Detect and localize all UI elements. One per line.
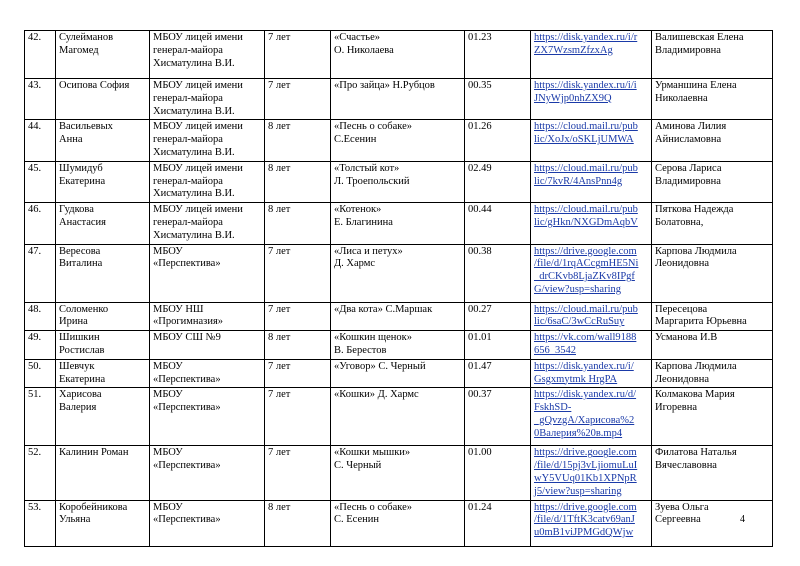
participant-age: 7 лет <box>268 360 291 372</box>
video-link-cell <box>531 302 652 331</box>
participant-name-line: Соломенко <box>59 303 109 315</box>
participant-age: 7 лет <box>268 447 291 459</box>
duration: 00.37 <box>468 389 492 401</box>
participant-name-line: Виталина <box>59 258 103 270</box>
duration: 00.44 <box>468 204 492 216</box>
participant-name-cell <box>56 446 150 500</box>
participant-name-cell <box>56 359 150 388</box>
video-link-line[interactable]: 0Валерия%20в.mp4 <box>534 427 623 439</box>
table-row <box>25 446 773 500</box>
performed-work-line: «Счастье» <box>334 32 381 43</box>
duration-cell <box>465 161 531 202</box>
video-link-line[interactable]: https://drive.google.com <box>534 501 637 513</box>
row-number-cell <box>25 446 56 500</box>
video-link-line[interactable]: _gQvzgA/Харисова%2 <box>534 414 635 426</box>
row-number-cell <box>25 79 56 120</box>
school-name-cell <box>150 120 265 161</box>
participant-name-line: Анастасия <box>59 216 107 228</box>
participants-table <box>24 30 773 547</box>
teacher-name-cell <box>652 31 773 79</box>
participant-age: 8 лет <box>268 501 291 513</box>
video-link-cell <box>531 79 652 120</box>
table-row <box>25 302 773 331</box>
row-number-cell <box>25 331 56 360</box>
teacher-name-cell <box>652 244 773 302</box>
video-link-cell <box>531 331 652 360</box>
participant-name-line: Екатерина <box>59 175 106 187</box>
participant-name-cell <box>56 79 150 120</box>
video-link-line[interactable]: https://cloud.mail.ru/pub <box>534 303 638 315</box>
video-link-line[interactable]: /file/d/15pj3vLjiomuLuI <box>534 460 638 472</box>
row-number: 47. <box>28 245 42 257</box>
participant-age: 8 лет <box>268 204 291 216</box>
participant-age-cell <box>265 331 331 360</box>
video-link-line[interactable]: u0mB1viJPMGdQWjw <box>534 527 634 539</box>
participant-age-cell <box>265 446 331 500</box>
performed-work-line: Л. Троепольский <box>334 175 410 187</box>
video-link-cell <box>531 244 652 302</box>
participant-name-cell <box>56 244 150 302</box>
teacher-name-cell <box>652 331 773 360</box>
teacher-name-cell <box>652 388 773 446</box>
school-name-line: «Перспектива» <box>153 402 221 414</box>
school-name-line: МБОУ лицей имени <box>153 80 243 91</box>
school-name-cell <box>150 161 265 202</box>
participant-name-cell <box>56 120 150 161</box>
video-link-line[interactable]: FskhSD- <box>534 402 572 414</box>
performed-work-cell <box>331 161 465 202</box>
teacher-name-cell <box>652 302 773 331</box>
performed-work-cell <box>331 500 465 546</box>
row-number-cell <box>25 388 56 446</box>
duration: 01.00 <box>468 447 492 459</box>
duration-cell <box>465 79 531 120</box>
table-row <box>25 331 773 360</box>
participant-age-cell <box>265 120 331 161</box>
row-number: 46. <box>28 204 42 216</box>
participant-name-line: Васильевых <box>59 121 113 133</box>
duration: 01.23 <box>468 32 492 43</box>
participant-name-line: Калинин Роман <box>59 447 129 459</box>
teacher-name-cell <box>652 79 773 120</box>
school-name-line: МБОУ <box>153 360 183 372</box>
teacher-name-line: Айнисламовна <box>655 134 722 146</box>
performed-work-cell <box>331 79 465 120</box>
teacher-name-cell <box>652 120 773 161</box>
school-name-line: «Перспектива» <box>153 373 221 385</box>
school-name-line: генерал-майора <box>153 175 223 187</box>
duration: 00.27 <box>468 303 492 315</box>
performed-work-line: С. Есенин <box>334 514 379 526</box>
row-number: 52. <box>28 447 42 459</box>
teacher-name-line: Усманова И.В <box>655 332 718 344</box>
performed-work-line: «Котенок» <box>334 204 382 216</box>
teacher-name-line: Серова Лариса <box>655 162 722 174</box>
row-number-cell <box>25 120 56 161</box>
video-link-cell <box>531 500 652 546</box>
video-link-line[interactable]: _drCKvb8LjaZKv8IPgf <box>534 271 635 283</box>
video-link-line[interactable]: https://disk.yandex.ru/i/r <box>534 32 638 43</box>
duration: 01.24 <box>468 501 492 513</box>
performed-work-cell <box>331 31 465 79</box>
participant-age: 7 лет <box>268 389 291 401</box>
performed-work-line: Д. Хармс <box>334 258 376 270</box>
table-row <box>25 161 773 202</box>
video-link-cell <box>531 359 652 388</box>
row-number: 50. <box>28 360 42 372</box>
participant-name-cell <box>56 388 150 446</box>
performed-work-cell <box>331 359 465 388</box>
school-name-line: генерал-майора <box>153 216 223 228</box>
performed-work-line: «Кошкин щенок» <box>334 332 412 344</box>
video-link-cell <box>531 388 652 446</box>
performed-work-line: «Кошки мышки» <box>334 447 411 459</box>
video-link-line[interactable]: https://drive.google.com <box>534 245 637 257</box>
video-link-line[interactable]: /file/d/1TftK3catv69anJ <box>534 514 635 526</box>
table-row <box>25 120 773 161</box>
participant-age-cell <box>265 31 331 79</box>
performed-work-line: «Два кота» С.Маршак <box>334 303 433 315</box>
video-link-line[interactable]: ZX7WzsmZfzxAg <box>534 44 613 56</box>
school-name-line: «Перспектива» <box>153 514 221 526</box>
participant-name-line: Сулейманов <box>59 32 114 43</box>
performed-work-cell <box>331 446 465 500</box>
page-number: 4 <box>740 514 745 525</box>
table-row <box>25 79 773 120</box>
duration-cell <box>465 31 531 79</box>
teacher-name-line: Игоревна <box>655 402 698 414</box>
table-row <box>25 388 773 446</box>
teacher-name-cell <box>652 359 773 388</box>
school-name-line: генерал-майора <box>153 92 223 104</box>
duration-cell <box>465 500 531 546</box>
participant-name-line: Валерия <box>59 402 97 414</box>
duration-cell <box>465 244 531 302</box>
performed-work-cell <box>331 203 465 244</box>
participant-age: 8 лет <box>268 162 291 174</box>
video-link-line[interactable]: https://drive.google.com <box>534 447 637 459</box>
teacher-name-line: Урманшина Елена <box>655 80 737 91</box>
school-name-line: МБОУ НШ <box>153 303 204 315</box>
row-number: 51. <box>28 389 42 401</box>
school-name-line: генерал-майора <box>153 44 223 56</box>
row-number: 42. <box>28 32 42 43</box>
video-link-cell <box>531 120 652 161</box>
video-link-line[interactable]: https://cloud.mail.ru/pub <box>534 121 638 133</box>
row-number: 43. <box>28 80 42 91</box>
table-row <box>25 500 773 546</box>
duration: 01.47 <box>468 360 492 372</box>
participant-age-cell <box>265 79 331 120</box>
video-link-line[interactable]: https://disk.yandex.ru/i/ <box>534 360 634 372</box>
participant-name-line: Харисова <box>59 389 102 401</box>
video-link-line[interactable]: JNyWjp0nhZX9Q <box>534 92 612 104</box>
school-name-cell <box>150 359 265 388</box>
participant-name-line: Осипова София <box>59 80 130 91</box>
school-name-line: Хисматулина В.И. <box>153 188 235 200</box>
teacher-name-line: Болатовна, <box>655 216 704 228</box>
participant-age-cell <box>265 500 331 546</box>
table-row <box>25 203 773 244</box>
teacher-name-line: Николаевна <box>655 92 708 104</box>
performed-work-cell <box>331 388 465 446</box>
performed-work-line: С. Черный <box>334 460 382 472</box>
duration: 00.35 <box>468 80 492 91</box>
row-number: 44. <box>28 121 42 133</box>
participant-age-cell <box>265 302 331 331</box>
school-name-cell <box>150 302 265 331</box>
school-name-line: Хисматулина В.И. <box>153 57 235 69</box>
performed-work-line: «Песнь о собаке» <box>334 501 412 513</box>
video-link-line[interactable]: lic/7kvR/4AnsPnn4g <box>534 175 623 187</box>
participant-name-line: Магомед <box>59 44 99 56</box>
teacher-name-line: Маргарита Юрьевна <box>655 316 747 328</box>
participant-name-line: Екатерина <box>59 373 106 385</box>
performed-work-line: Е. Благинина <box>334 216 393 228</box>
teacher-name-line: Аминова Лилия <box>655 121 727 133</box>
participant-name-line: Гудкова <box>59 204 94 216</box>
video-link-cell <box>531 31 652 79</box>
performed-work-line: «Про зайца» Н.Рубцов <box>334 80 435 91</box>
duration-cell <box>465 203 531 244</box>
teacher-name-line: Сергеевна <box>655 514 701 526</box>
video-link-line[interactable]: 656_3542 <box>534 344 576 356</box>
participant-name-cell <box>56 203 150 244</box>
row-number-cell <box>25 31 56 79</box>
teacher-name-line: Пяткова Надежда <box>655 204 734 216</box>
duration-cell <box>465 302 531 331</box>
teacher-name-line: Филатова Наталья <box>655 447 737 459</box>
school-name-line: МБОУ <box>153 447 183 459</box>
video-link-line[interactable]: https://vk.com/wall9188 <box>534 332 637 344</box>
video-link-line[interactable]: https://disk.yandex.ru/d/ <box>534 389 637 401</box>
performed-work-line: «Песнь о собаке» <box>334 121 412 133</box>
school-name-cell <box>150 31 265 79</box>
participant-age-cell <box>265 244 331 302</box>
teacher-name-line: Зуева Ольга <box>655 501 709 513</box>
participant-name-line: Ирина <box>59 316 88 328</box>
teacher-name-cell <box>652 161 773 202</box>
row-number-cell <box>25 203 56 244</box>
teacher-name-cell <box>652 203 773 244</box>
teacher-name-cell <box>652 500 773 546</box>
performed-work-cell <box>331 331 465 360</box>
duration-cell <box>465 359 531 388</box>
video-link-line[interactable]: G/view?usp=sharing <box>534 283 621 295</box>
teacher-name-line: Леонидовна <box>655 258 710 270</box>
participant-name-line: Анна <box>59 134 83 146</box>
video-link-line[interactable]: wY5VUq01Kb1XPNpR <box>534 472 637 484</box>
row-number: 48. <box>28 303 42 315</box>
school-name-line: генерал-майора <box>153 134 223 146</box>
teacher-name-line: Вячеславовна <box>655 460 717 472</box>
video-link-line[interactable]: /file/d/1rqACcgmHE5Ni <box>534 258 639 270</box>
performed-work-line: С.Есенин <box>334 134 377 146</box>
video-link-line[interactable]: lic/gHkn/NXGDmAqbV <box>534 216 638 228</box>
participant-age: 7 лет <box>268 80 291 91</box>
performed-work-line: «Толстый кот» <box>334 162 400 174</box>
school-name-line: «Перспектива» <box>153 258 221 270</box>
performed-work-cell <box>331 244 465 302</box>
school-name-line: МБОУ лицей имени <box>153 32 243 43</box>
participant-age: 8 лет <box>268 121 291 133</box>
school-name-line: Хисматулина В.И. <box>153 105 235 117</box>
video-link-line[interactable]: lic/6saC/3wCcRuSuy <box>534 316 625 328</box>
row-number-cell <box>25 161 56 202</box>
row-number: 49. <box>28 332 42 344</box>
duration-cell <box>465 120 531 161</box>
participant-name-line: Ростислав <box>59 344 105 356</box>
duration-cell <box>465 446 531 500</box>
school-name-cell <box>150 244 265 302</box>
duration: 01.26 <box>468 121 492 133</box>
teacher-name-line: Карпова Людмила <box>655 245 737 257</box>
participant-age-cell <box>265 203 331 244</box>
duration-cell <box>465 388 531 446</box>
row-number-cell <box>25 244 56 302</box>
video-link-line[interactable]: https://cloud.mail.ru/pub <box>534 204 638 216</box>
video-link-line[interactable]: lic/XoJx/oSKLjUMWA <box>534 134 634 146</box>
participant-name-line: Шумидуб <box>59 162 103 174</box>
participant-name-cell <box>56 302 150 331</box>
teacher-name-line: Колмакова Мария <box>655 389 735 401</box>
participant-name-line: Ульяна <box>59 514 91 526</box>
video-link-line[interactable]: Gsgxmytmk HrgPA <box>534 373 618 385</box>
performed-work-line: «Кошки» Д. Хармс <box>334 389 419 401</box>
teacher-name-line: Владимировна <box>655 175 721 187</box>
participant-age-cell <box>265 388 331 446</box>
teacher-name-line: Владимировна <box>655 44 721 56</box>
performed-work-line: «Лиса и петух» <box>334 245 403 257</box>
school-name-line: Хисматулина В.И. <box>153 146 235 158</box>
duration: 02.49 <box>468 162 492 174</box>
school-name-cell <box>150 331 265 360</box>
school-name-line: МБОУ СШ №9 <box>153 332 221 344</box>
participant-age-cell <box>265 161 331 202</box>
video-link-cell <box>531 161 652 202</box>
participant-name-line: Коробейникова <box>59 501 128 513</box>
participant-name-cell <box>56 31 150 79</box>
school-name-cell <box>150 79 265 120</box>
teacher-name-line: Валишевская Елена <box>655 32 744 43</box>
video-link-line[interactable]: j5/view?usp=sharing <box>534 485 622 497</box>
performed-work-line: В. Берестов <box>334 344 387 356</box>
performed-work-cell <box>331 302 465 331</box>
school-name-line: Хисматулина В.И. <box>153 229 235 241</box>
video-link-cell <box>531 446 652 500</box>
duration-cell <box>465 331 531 360</box>
teacher-name-line: Леонидовна <box>655 373 710 385</box>
school-name-cell <box>150 446 265 500</box>
participant-name-line: Шишкин <box>59 332 100 344</box>
table-row <box>25 31 773 79</box>
school-name-line: «Перспектива» <box>153 460 221 472</box>
performed-work-line: О. Николаева <box>334 44 394 56</box>
school-name-cell <box>150 500 265 546</box>
row-number: 45. <box>28 162 42 174</box>
video-link-line[interactable]: https://disk.yandex.ru/i/i <box>534 80 637 91</box>
table-row <box>25 244 773 302</box>
performed-work-line: «Уговор» С. Черный <box>334 360 426 372</box>
school-name-line: МБОУ лицей имени <box>153 162 243 174</box>
school-name-cell <box>150 203 265 244</box>
participant-age-cell <box>265 359 331 388</box>
school-name-line: МБОУ лицей имени <box>153 121 243 133</box>
row-number-cell <box>25 302 56 331</box>
teacher-name-line: Пересецова <box>655 303 708 315</box>
table-row <box>25 359 773 388</box>
school-name-line: «Прогимназия» <box>153 316 224 328</box>
row-number-cell <box>25 500 56 546</box>
video-link-line[interactable]: https://cloud.mail.ru/pub <box>534 162 638 174</box>
teacher-name-line: Карпова Людмила <box>655 360 737 372</box>
school-name-cell <box>150 388 265 446</box>
performed-work-cell <box>331 120 465 161</box>
teacher-name-cell <box>652 446 773 500</box>
school-name-line: МБОУ лицей имени <box>153 204 243 216</box>
participant-age: 8 лет <box>268 332 291 344</box>
participant-name-line: Шевчук <box>59 360 95 372</box>
participant-name-cell <box>56 161 150 202</box>
participant-age: 7 лет <box>268 32 291 43</box>
participant-age: 7 лет <box>268 245 291 257</box>
participant-name-cell <box>56 500 150 546</box>
row-number: 53. <box>28 501 42 513</box>
row-number-cell <box>25 359 56 388</box>
video-link-cell <box>531 203 652 244</box>
school-name-line: МБОУ <box>153 501 183 513</box>
participant-name-cell <box>56 331 150 360</box>
school-name-line: МБОУ <box>153 245 183 257</box>
participant-age: 7 лет <box>268 303 291 315</box>
duration: 00.38 <box>468 245 492 257</box>
school-name-line: МБОУ <box>153 389 183 401</box>
duration: 01.01 <box>468 332 492 344</box>
participant-name-line: Вересова <box>59 245 101 257</box>
